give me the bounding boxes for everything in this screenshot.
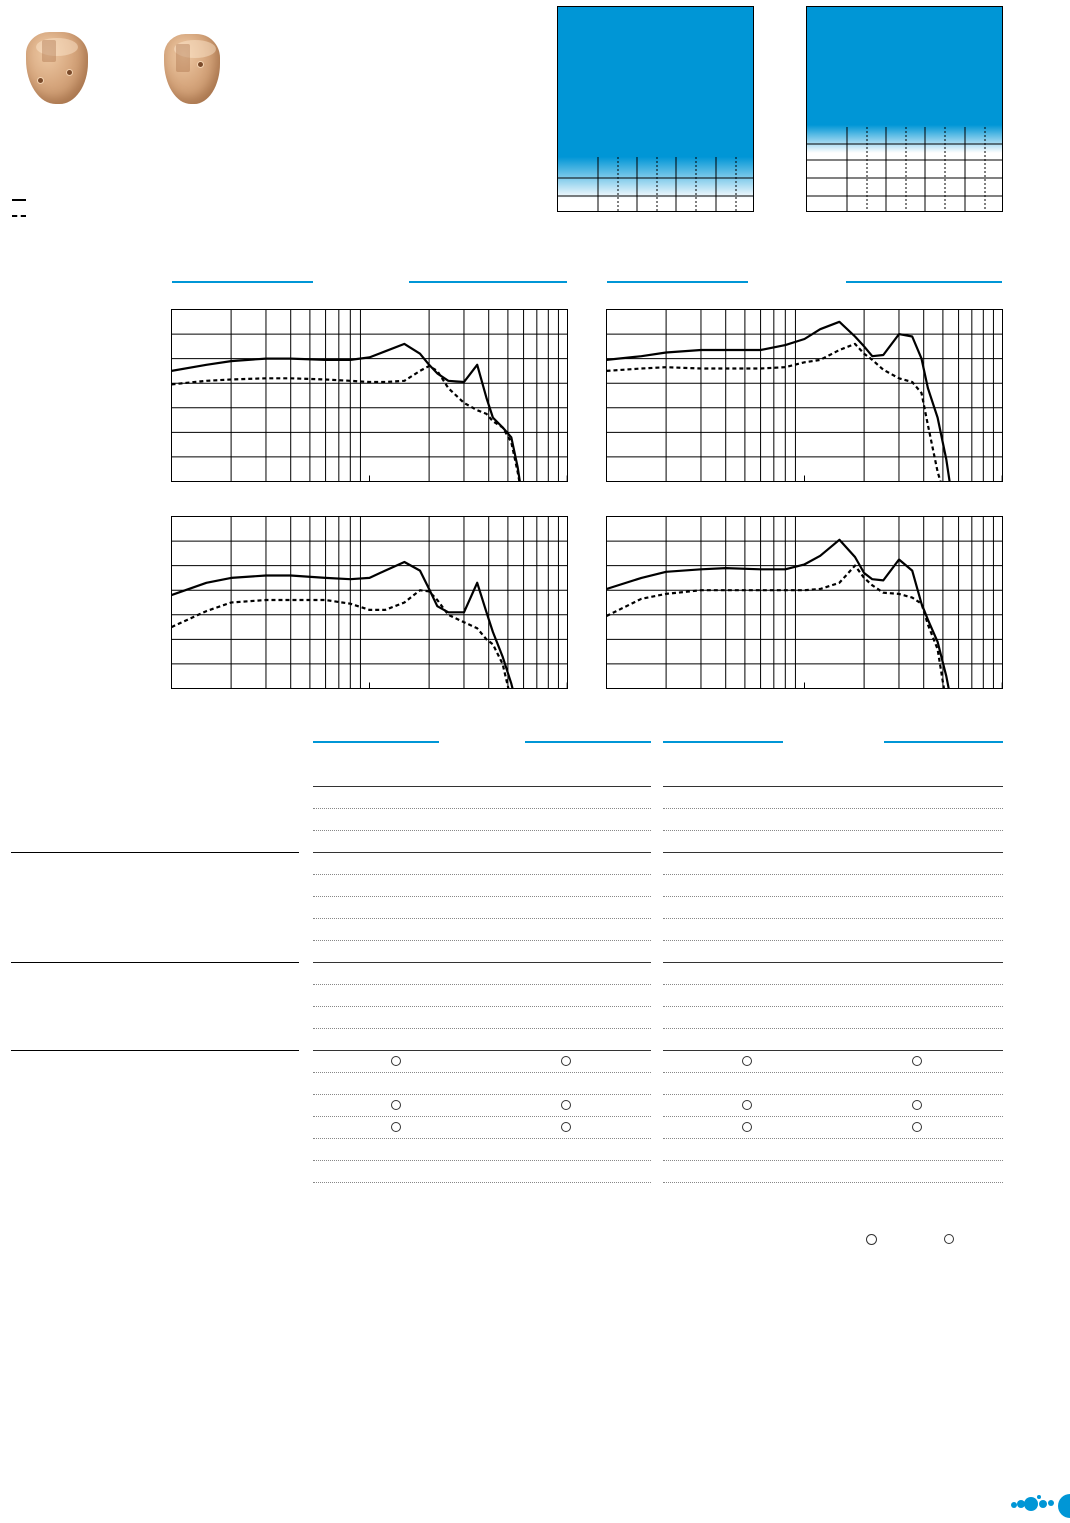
circle-icon [561,1100,571,1110]
footnote-circle-icon [944,1234,954,1244]
circle-icon [912,1100,922,1110]
table-header-rule-2 [525,741,651,743]
table-row-divider [663,1072,1003,1073]
table-row-divider [313,1160,651,1161]
table-row-divider [313,896,651,897]
table-row-divider [663,984,1003,985]
table-row-rule [313,1050,651,1051]
table-row-rule [663,962,1003,963]
table-row-divider [663,1160,1003,1161]
spec-table-1 [557,6,754,212]
table-row-rule [663,786,1003,787]
table-row-divider [663,1094,1003,1095]
hearing-aid-cic-image [164,34,220,104]
circle-icon [561,1122,571,1132]
table-row-divider [313,830,651,831]
table-row-divider [663,1006,1003,1007]
table-row-rule [663,1050,1003,1051]
table-row-divider [663,830,1003,831]
table-row-divider [663,896,1003,897]
chart-grid [607,310,1003,482]
table-row-divider [663,940,1003,941]
legend-solid-line-icon [12,199,26,201]
table-row-divider [313,1072,651,1073]
chart-grid [172,310,568,482]
table-row-rule [313,962,651,963]
footnote-circle-icon [866,1234,877,1245]
chart-header-rule-2b [846,281,1002,283]
table-row-divider [313,1116,651,1117]
table-row-divider [313,918,651,919]
series-line-solid [172,344,526,483]
table-row-divider [663,918,1003,919]
circle-icon [391,1056,401,1066]
table-header-rule-3 [663,741,783,743]
series-line-dashed [607,344,961,483]
table-row-rule [313,852,651,853]
table-row-divider [313,808,651,809]
frequency-response-chart-2 [606,309,1003,483]
spec-table-2-grid [807,7,1003,212]
chart-header-rule-1b [409,281,567,283]
table-row-divider [663,1116,1003,1117]
circle-icon [391,1122,401,1132]
table-row-divider [313,940,651,941]
chart-header-rule-1a [172,281,313,283]
company-logo-icon [1008,1492,1070,1520]
table-row-divider [663,1138,1003,1139]
table-row-divider [663,1028,1003,1029]
series-line-solid [607,322,961,483]
table-row-divider [313,1094,651,1095]
circle-icon [742,1122,752,1132]
series-line-dashed [172,590,526,690]
table-row-divider [313,874,651,875]
hearing-aid-itc-image [26,32,88,104]
table-row-rule [313,786,651,787]
table-row-divider [663,874,1003,875]
table-row-divider [313,1006,651,1007]
table-header-rule-4 [884,741,1003,743]
section-rule [11,852,299,853]
frequency-response-chart-4 [606,516,1003,690]
legend-dashed-line-icon [12,215,26,217]
circle-icon [391,1100,401,1110]
frequency-response-chart-3 [171,516,568,690]
table-row-divider [313,1028,651,1029]
chart-header-rule-2a [607,281,748,283]
table-header-rule-1 [313,741,439,743]
frequency-response-chart-1 [171,309,568,483]
section-rule [11,1050,299,1051]
series-line-solid [172,562,526,690]
table-row-divider [663,808,1003,809]
series-line-dashed [607,566,961,690]
section-rule [11,962,299,963]
spec-table-1-grid [558,7,754,212]
circle-icon [912,1122,922,1132]
circle-icon [742,1056,752,1066]
spec-table-2 [806,6,1003,212]
table-row-divider [313,1182,651,1183]
circle-icon [742,1100,752,1110]
table-row-divider [313,1138,651,1139]
circle-icon [912,1056,922,1066]
table-row-divider [313,984,651,985]
table-row-rule [663,852,1003,853]
circle-icon [561,1056,571,1066]
table-row-divider [663,1182,1003,1183]
